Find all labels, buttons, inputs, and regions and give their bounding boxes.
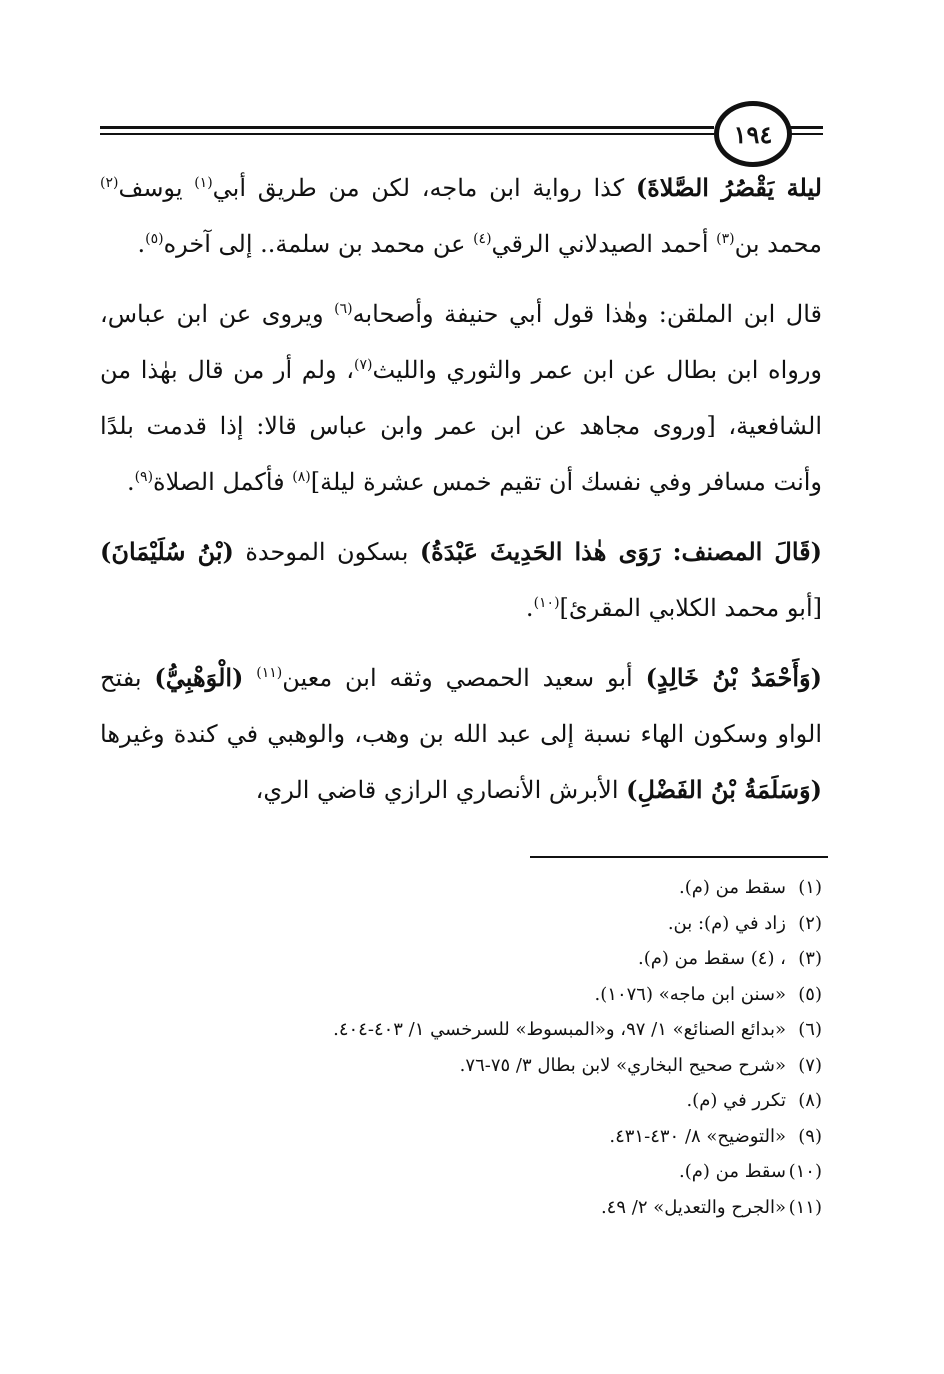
footnote-item — [100, 1190, 822, 1226]
footnote-text: زاد في (م): بن. — [667, 912, 786, 934]
footnote-number: (٣) — [798, 948, 822, 969]
footnote-text: سقط من (م). — [679, 877, 786, 898]
quoted-text: ليلة يَقْصُرُ الصَّلاةَ) — [635, 173, 822, 202]
footnote-number: (٨) — [798, 1090, 822, 1111]
footnote-item — [100, 906, 822, 942]
header-rule-right-thin — [790, 133, 823, 135]
footnote-number: (٦) — [798, 1019, 822, 1040]
commentary-text: يوسف — [118, 174, 195, 202]
footnote-marker: (٨) — [292, 469, 311, 485]
commentary-text: . — [126, 468, 135, 496]
commentary-text: الأبرش الأنصاري الرازي قاضي الري، — [255, 776, 627, 804]
quoted-text: (الْوَهْبِيُّ) — [154, 663, 244, 692]
commentary-text: أحمد الصيدلاني الرقي — [491, 230, 717, 258]
header-rule — [100, 126, 714, 129]
footnote-marker: (٢) — [100, 175, 119, 191]
footnote-marker: (١) — [194, 175, 213, 191]
quoted-text: (قَالَ المصنف: رَوَى هٰذا الحَدِيثَ عَبْدَةُ) — [419, 537, 823, 566]
footnote-text: «بدائع الصنائع» ١/ ٩٧، و«المبسوط» للسرخسي ١/ ٤٠٣-٤٠٤. — [333, 1019, 786, 1040]
commentary-text: فأكمل الصلاة — [153, 468, 293, 496]
footnote-marker: (٤) — [473, 231, 492, 247]
commentary-text: . — [525, 594, 534, 622]
footnote-marker: (١٠) — [533, 595, 560, 611]
footnote-item — [100, 1083, 822, 1119]
footnote-number: (٥) — [798, 983, 822, 1005]
header-rule-thin — [100, 133, 714, 135]
footnote-text: «شرح صحيح البخاري» لابن بطال ٣/ ٧٥-٧٦. — [459, 1054, 786, 1076]
footnote-marker: (٩) — [134, 469, 154, 485]
paragraph-2 — [100, 286, 822, 510]
footnote-item — [100, 1154, 822, 1190]
footnote-marker: (٧) — [354, 357, 373, 373]
footnote-text: سقط من (م). — [679, 1161, 786, 1182]
footnote-marker: (٣) — [716, 231, 735, 247]
commentary-text: كذا رواية ابن ماجه، لكن من طريق أبي — [212, 174, 636, 202]
footnote-item — [100, 977, 822, 1013]
footnote-number: (٧) — [798, 1054, 822, 1076]
footnote-marker: (١١) — [256, 665, 283, 681]
footnote-number: (١) — [798, 877, 822, 898]
footnote-item — [100, 1012, 822, 1048]
page-number: ١٩٤ — [714, 101, 792, 167]
footnote-item — [100, 870, 822, 906]
commentary-text: بفتح الواو وسكون الهاء نسبة إلى عبد الله بن وهب، والوهبي في كندة وغيرها — [100, 664, 822, 748]
footnote-item — [100, 1048, 822, 1084]
paragraph-4 — [100, 650, 822, 818]
main-text — [100, 160, 822, 818]
commentary-text: قال ابن الملقن: وهٰذا قول أبي حنيفة وأصحابه — [352, 300, 822, 328]
commentary-text: [أبو محمد الكلابي المقرئ] — [559, 594, 822, 622]
footnote-marker: (٥) — [145, 231, 164, 247]
quoted-text: (بْنُ سُلَيْمَانَ) — [100, 537, 234, 566]
quoted-text: (وَسَلَمَةُ بْنُ الفَضْلِ) — [626, 775, 822, 804]
footnote-text: «التوضيح» ٨/ ٤٣٠-٤٣١. — [609, 1125, 786, 1147]
footnote-number: (٢) — [798, 912, 822, 934]
commentary-text: ويروى عن ابن عباس، ورواه ابن بطال عن ابن عمر والثوري والليث — [100, 300, 823, 384]
footnote-text: ، (٤) سقط من (م). — [638, 948, 786, 969]
footnote-item — [100, 1119, 822, 1155]
footnote-text: «الجرح والتعديل» ٢/ ٤٩. — [600, 1196, 786, 1218]
commentary-text: بسكون الموحدة — [233, 538, 420, 566]
header-rule-right — [790, 126, 823, 129]
commentary-text: محمد بن — [734, 230, 822, 258]
quoted-text: (وَأَحْمَدُ بْنُ خَالِدٍ) — [645, 663, 822, 692]
commentary-text — [243, 664, 256, 692]
paragraph-1 — [100, 160, 822, 272]
footnote-number: (١١) — [788, 1196, 822, 1218]
commentary-text: عن محمد بن سلمة.. إلى آخره — [163, 230, 474, 258]
footnote-number: (١٠) — [788, 1161, 822, 1182]
footnote-item — [100, 941, 822, 977]
footnote-text: تكرر في (م). — [686, 1090, 786, 1111]
footnote-number: (٩) — [798, 1125, 822, 1147]
footnote-marker: (٦) — [334, 301, 353, 317]
paragraph-3 — [100, 524, 822, 636]
footnotes-list — [100, 870, 822, 1225]
commentary-text: ، ولم أر من قال بهٰذا من الشافعية، [وروى مجاهد عن ابن عمر وابن عباس قالا: إذا قدمت بلدًا وأنت مسافر وفي نفسك أن تقيم خمس عشرة ليلة] — [100, 356, 822, 496]
commentary-text: . — [137, 230, 146, 258]
footnote-text: «سنن ابن ماجه» (١٠٧٦). — [594, 983, 786, 1005]
footnote-separator — [530, 856, 828, 858]
commentary-text: أبو سعيد الحمصي وثقه ابن معين — [282, 664, 646, 692]
